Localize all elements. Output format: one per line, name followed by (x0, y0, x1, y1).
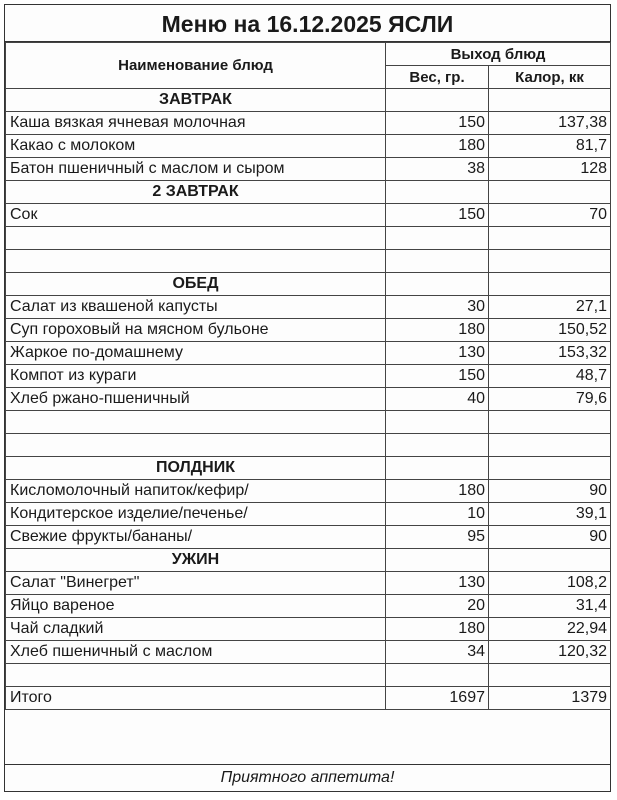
dish-row (6, 687, 611, 710)
weight-column-header: Вес, гр. (386, 66, 489, 89)
section-row (6, 273, 611, 296)
section-row (6, 89, 611, 112)
empty-cell (386, 664, 489, 687)
dish-name: Яйцо вареное (6, 595, 386, 618)
dish-name: Суп гороховый на мясном бульоне (6, 319, 386, 342)
dish-weight: 95 (386, 526, 489, 549)
footer-note: Приятного аппетита! (5, 764, 610, 791)
dish-row (6, 641, 611, 664)
dish-row (6, 480, 611, 503)
empty-cell (386, 273, 489, 296)
dish-calories: 22,94 (489, 618, 611, 641)
dish-calories: 81,7 (489, 135, 611, 158)
empty-cell (6, 411, 386, 434)
empty-cell (386, 434, 489, 457)
empty-cell (489, 411, 611, 434)
empty-cell (489, 89, 611, 112)
dish-row (6, 135, 611, 158)
empty-cell (386, 250, 489, 273)
dish-row (6, 595, 611, 618)
blank-row (6, 411, 611, 434)
empty-cell (386, 549, 489, 572)
dish-weight: 38 (386, 158, 489, 181)
blank-row (6, 227, 611, 250)
empty-cell (489, 434, 611, 457)
dish-name: Компот из кураги (6, 365, 386, 388)
empty-cell (489, 227, 611, 250)
empty-cell (489, 457, 611, 480)
dish-calories: 153,32 (489, 342, 611, 365)
blank-row (6, 434, 611, 457)
dish-row (6, 365, 611, 388)
section-title: ЗАВТРАК (6, 89, 386, 112)
empty-cell (6, 227, 386, 250)
calorie-column-header: Калор, кк (489, 66, 611, 89)
empty-cell (6, 664, 386, 687)
dish-calories: 27,1 (489, 296, 611, 319)
dish-name: Салат "Винегрет" (6, 572, 386, 595)
dish-calories: 48,7 (489, 365, 611, 388)
empty-cell (489, 181, 611, 204)
dish-name: Хлеб пшеничный с маслом (6, 641, 386, 664)
dish-weight: 180 (386, 480, 489, 503)
dish-row (6, 388, 611, 411)
dish-row (6, 296, 611, 319)
section-title: ОБЕД (6, 273, 386, 296)
dish-name: Итого (6, 687, 386, 710)
dish-weight: 180 (386, 618, 489, 641)
dish-calories: 70 (489, 204, 611, 227)
dish-weight: 30 (386, 296, 489, 319)
dish-calories: 137,38 (489, 112, 611, 135)
dish-calories: 90 (489, 526, 611, 549)
empty-cell (489, 549, 611, 572)
name-column-header: Наименование блюд (6, 43, 386, 89)
section-row (6, 181, 611, 204)
dish-weight: 10 (386, 503, 489, 526)
blank-row (6, 664, 611, 687)
dish-name: Чай сладкий (6, 618, 386, 641)
output-group-header: Выход блюд (386, 43, 611, 66)
dish-calories: 31,4 (489, 595, 611, 618)
empty-cell (386, 181, 489, 204)
dish-calories: 108,2 (489, 572, 611, 595)
dish-weight: 150 (386, 112, 489, 135)
section-row (6, 549, 611, 572)
dish-name: Какао с молоком (6, 135, 386, 158)
dish-row (6, 503, 611, 526)
dish-weight: 150 (386, 204, 489, 227)
dish-row (6, 618, 611, 641)
dish-weight: 130 (386, 572, 489, 595)
section-title: 2 ЗАВТРАК (6, 181, 386, 204)
empty-cell (386, 457, 489, 480)
dish-calories: 79,6 (489, 388, 611, 411)
dish-row (6, 526, 611, 549)
dish-calories: 128 (489, 158, 611, 181)
empty-cell (489, 250, 611, 273)
dish-name: Кисломолочный напиток/кефир/ (6, 480, 386, 503)
dish-weight: 180 (386, 319, 489, 342)
dish-calories: 90 (489, 480, 611, 503)
empty-cell (386, 89, 489, 112)
dish-name: Свежие фрукты/бананы/ (6, 526, 386, 549)
section-title: ПОЛДНИК (6, 457, 386, 480)
dish-row (6, 158, 611, 181)
empty-cell (489, 273, 611, 296)
dish-row (6, 342, 611, 365)
dish-weight: 150 (386, 365, 489, 388)
dish-weight: 20 (386, 595, 489, 618)
dish-name: Батон пшеничный с маслом и сыром (6, 158, 386, 181)
dish-weight: 130 (386, 342, 489, 365)
section-row (6, 457, 611, 480)
empty-cell (6, 250, 386, 273)
section-title: УЖИН (6, 549, 386, 572)
dish-name: Каша вязкая ячневая молочная (6, 112, 386, 135)
dish-name: Хлеб ржано-пшеничный (6, 388, 386, 411)
dish-weight: 1697 (386, 687, 489, 710)
dish-row (6, 572, 611, 595)
dish-calories: 39,1 (489, 503, 611, 526)
empty-cell (386, 227, 489, 250)
dish-calories: 1379 (489, 687, 611, 710)
menu-body (6, 89, 611, 710)
dish-row (6, 319, 611, 342)
dish-weight: 40 (386, 388, 489, 411)
dish-name: Жаркое по-домашнему (6, 342, 386, 365)
menu-sheet (4, 4, 611, 792)
dish-name: Салат из квашеной капусты (6, 296, 386, 319)
empty-cell (489, 664, 611, 687)
empty-cell (6, 434, 386, 457)
dish-weight: 180 (386, 135, 489, 158)
dish-name: Сок (6, 204, 386, 227)
dish-name: Кондитерское изделие/печенье/ (6, 503, 386, 526)
menu-table (5, 42, 611, 710)
dish-calories: 150,52 (489, 319, 611, 342)
dish-row (6, 204, 611, 227)
menu-title: Меню на 16.12.2025 ЯСЛИ (5, 5, 610, 42)
dish-weight: 34 (386, 641, 489, 664)
dish-row (6, 112, 611, 135)
blank-row (6, 250, 611, 273)
empty-cell (386, 411, 489, 434)
dish-calories: 120,32 (489, 641, 611, 664)
